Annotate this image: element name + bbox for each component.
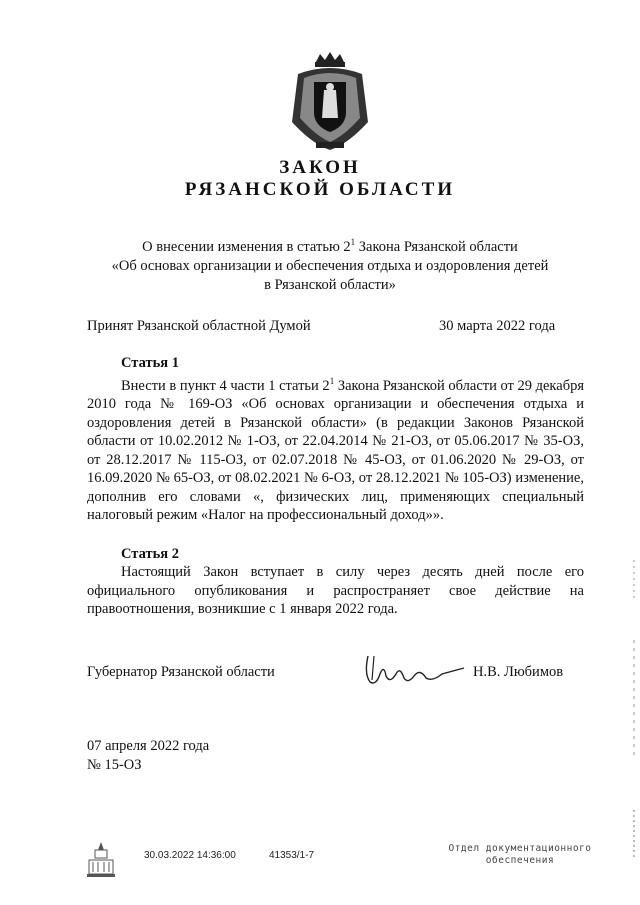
article1-heading: Статья 1 <box>121 355 179 371</box>
handwritten-signature-icon <box>360 650 470 690</box>
law-subject <box>60 233 600 295</box>
issue-date: 07 апреля 2022 года <box>87 738 210 754</box>
article2-text: Настоящий Закон вступает в силу через десять дней после его официального опубликования и распространяет свое действие на правоотношения, возникшие с 1 января 2022 года. <box>87 564 584 617</box>
law-number: № 15-ОЗ <box>87 757 142 773</box>
adopted-date: 30 марта 2022 года <box>439 318 556 334</box>
article1-text <box>87 372 584 525</box>
law-title-line2: РЯЗАНСКОЙ ОБЛАСТИ <box>184 179 456 200</box>
subject-line3: в Рязанской области» <box>264 276 396 293</box>
duma-building-icon <box>86 840 116 880</box>
governor-name: Н.В. Любимов <box>473 664 564 680</box>
subject-line2: «Об основах организации и обеспечения отдыха и оздоровления детей <box>111 257 549 274</box>
adopted-by: Принят Рязанской областной Думой <box>87 318 311 334</box>
law-title-line1: ЗАКОН <box>279 157 361 178</box>
article2-heading: Статья 2 <box>121 546 179 562</box>
subject-line1-post: Закона Рязанской области <box>355 238 518 255</box>
department-stamp <box>440 843 600 867</box>
article1-text-post: Закона Рязанской области от 29 декабря 2010 года № 169-ОЗ «Об основах организации и обеспечения отдыха и оздоровления детей в Рязанской области» (в редакции Законов Рязанской области от 10.02.2012 № 1-ОЗ, от 22.04.2014 № 21-ОЗ, от 05.06.2017 № 35-ОЗ, от 28.12.2017 № 115-ОЗ, от 02.07.2018 № 45-ОЗ, от 01.06.2020 № 29-ОЗ, от 16.09.2020 № 65-ОЗ, от 08.02.2021 № 6-ОЗ, от 28.12.2021 № 105-ОЗ) изменение, дополнив его словами «, физических лиц, применяющих специальный налоговый режим «Налог на профессиональный доход»». <box>87 377 584 524</box>
subject-line1-pre: О внесении изменения в статью 2 <box>142 238 351 255</box>
article1-text-pre: Внести в пункт 4 части 1 статьи 2 <box>121 377 330 394</box>
subject-superscript: 1 <box>350 237 356 247</box>
governor-title: Губернатор Рязанской области <box>87 664 275 680</box>
article1-superscript: 1 <box>329 376 335 386</box>
stamp-line1: Отдел документационного <box>448 843 592 854</box>
footer-timestamp: 30.03.2022 14:36:00 <box>144 850 236 861</box>
subject-line1 <box>60 233 600 257</box>
coat-of-arms-icon <box>288 52 372 154</box>
footer-doc-id: 41353/1-7 <box>269 850 315 861</box>
scan-edge-marks <box>630 560 638 860</box>
stamp-line2: обеспечения <box>485 855 555 866</box>
